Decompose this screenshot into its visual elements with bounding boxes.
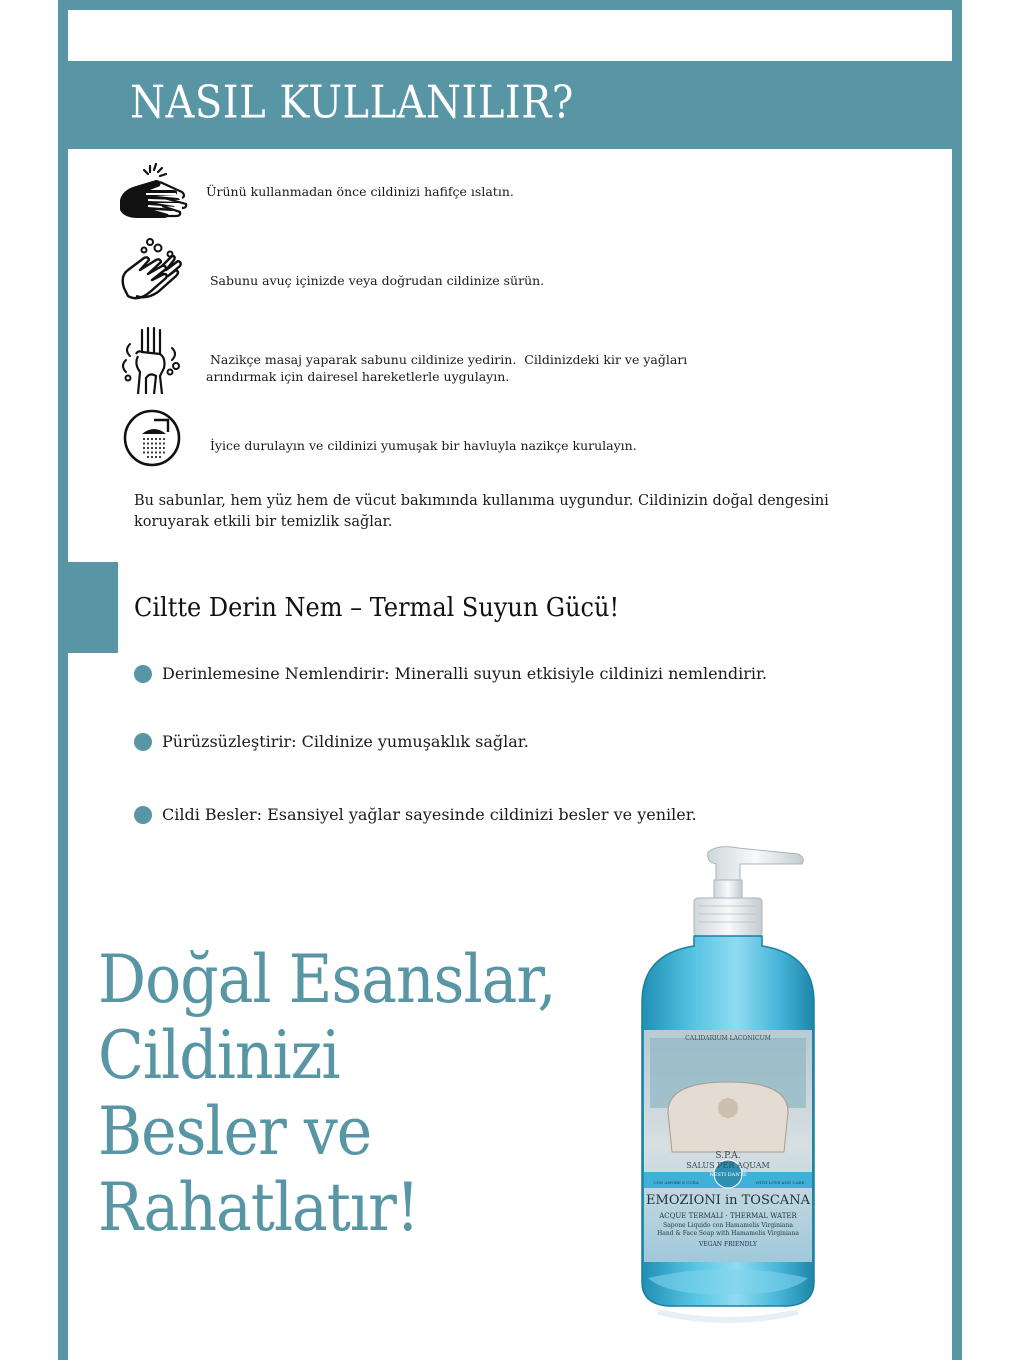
label-salus: SALUS PER AQUAM <box>686 1161 770 1170</box>
label-motto: CON AMORE E CURA <box>653 1180 699 1185</box>
lather-hands-icon <box>116 236 188 308</box>
how-to-use-banner <box>68 61 952 149</box>
step-text: İyice durulayın ve cildinizi yumuşak bir havluyla nazikçe kurulayın. <box>206 438 637 453</box>
massage-hands-icon <box>116 324 188 396</box>
step-text: Nazikçe masaj yaparak sabunu cildinize yedirin. Cildinizdeki kir ve yağları arındırmak için dairesel hareketlerle uygulayın. <box>206 352 688 384</box>
page-title: NASIL KULLANILIR? <box>130 77 574 129</box>
brand-logo: NESTI DANTE <box>709 1172 747 1178</box>
headline-line: Doğal Esanslar, <box>98 941 556 1019</box>
usage-note: Bu sabunlar, hem yüz hem de vücut bakımında kullanıma uygundur. Cildinizin doğal dengesini koruyarak etkili bir temizlik sağlar. <box>134 493 829 530</box>
wet-hands-icon <box>116 160 188 232</box>
section-title: Ciltte Derin Nem – Termal Suyun Gücü! <box>134 592 620 623</box>
step-text: Sabunu avuç içinizde veya doğrudan cildinize sürün. <box>206 273 545 288</box>
bullet-dot <box>134 665 152 683</box>
label-spa: S.P.A. <box>715 1151 741 1161</box>
step-text: Ürünü kullanmadan önce cildinizi hafifçe ıslatın. <box>206 184 514 199</box>
content-panel <box>68 10 952 1360</box>
headline <box>98 938 568 1247</box>
product-desc-en: Hand & Face Soap with Hamamelis Virginiana <box>657 1230 799 1237</box>
product-vegan: VEGAN FRIENDLY <box>698 1241 758 1248</box>
product-variant: ACQUE TERMALI · THERMAL WATER <box>659 1212 797 1220</box>
benefit-text: Derinlemesine Nemlendirir: Mineralli suyun etkisiyle cildinizi nemlendirir. <box>162 664 768 683</box>
product-desc-it: Sapone Liquido con Hamamelis Virginiana <box>663 1222 793 1229</box>
soap-bottle-icon <box>628 842 828 1330</box>
label-motto: WITH LOVE AND CARE <box>755 1180 805 1185</box>
bullet-dot <box>134 733 152 751</box>
accent-block <box>68 562 118 653</box>
benefit-text: Cildi Besler: Esansiyel yağlar sayesinde cildinizi besler ve yeniler. <box>162 805 697 824</box>
headline-line: Rahatlatır! <box>98 1169 419 1247</box>
label-top: CALIDARIUM LACONICUM <box>685 1035 771 1042</box>
product-line: EMOZIONI in TOSCANA <box>646 1193 810 1208</box>
benefit-text: Pürüzsüzleştirir: Cildinize yumuşaklık sağlar. <box>162 732 529 751</box>
headline-line: Cildinizi <box>98 1017 340 1095</box>
bullet-dot <box>134 806 152 824</box>
shower-icon <box>116 402 188 474</box>
headline-line: Besler ve <box>98 1093 372 1171</box>
